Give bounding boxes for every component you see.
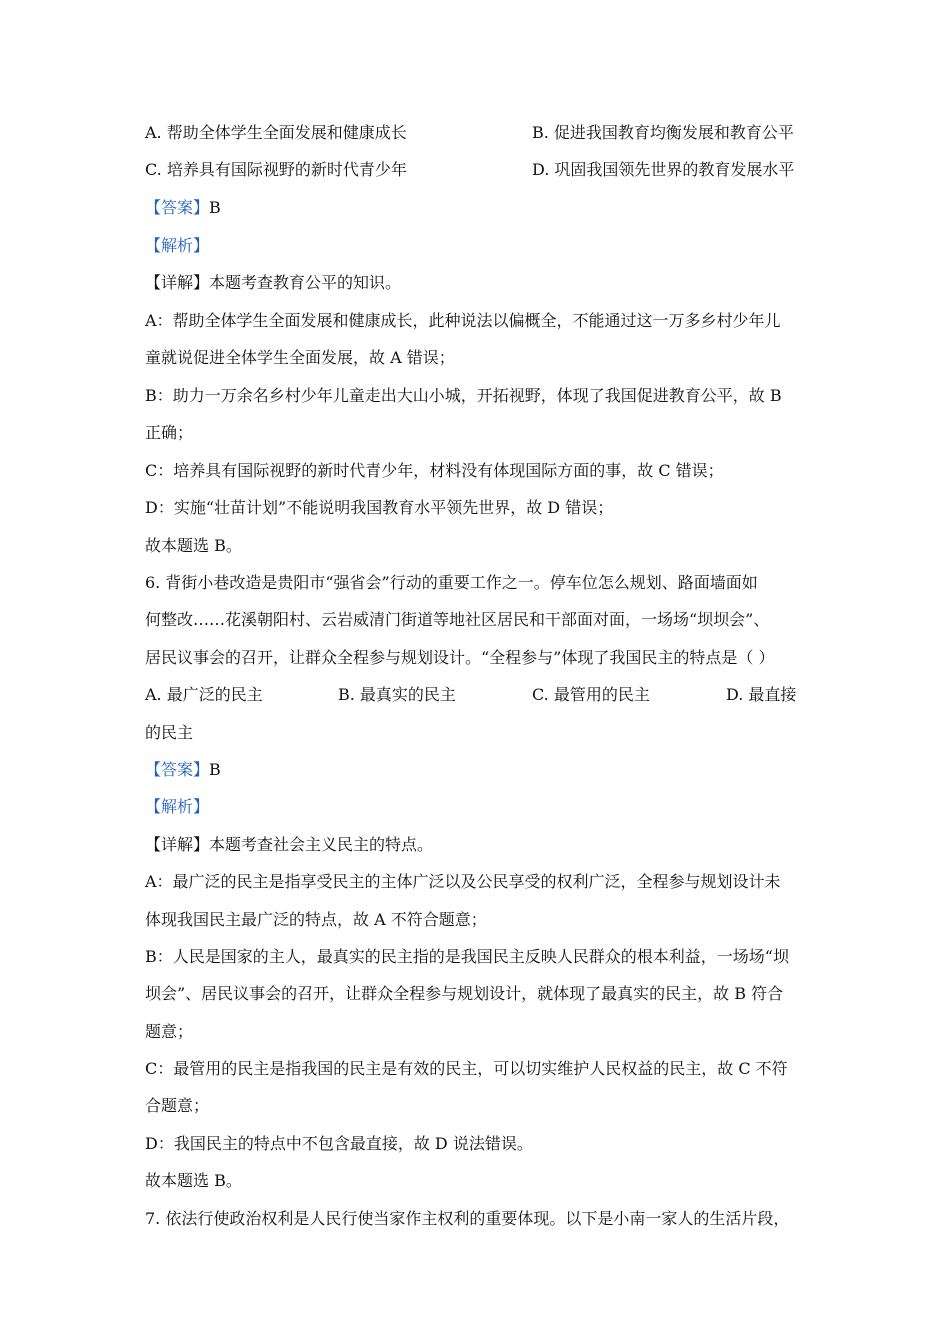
q5-line: 故本题选 B。: [145, 536, 242, 555]
q6-detail: [145, 834, 433, 856]
q5-line: B：助力一万余名乡村少年儿童走出大山小城，开拓视野，体现了我国促进教育公平，故 B: [145, 386, 782, 405]
answer-tag: 【答案】: [145, 760, 210, 779]
q6-option-d-cont: 的民主: [145, 723, 194, 742]
q6-analysis: [145, 796, 209, 818]
q6-line: C：最管用的民主是指我国的民主是有效的民主，可以切实维护人民权益的民主，故 C 不符: [145, 1059, 788, 1078]
q5-line: A：帮助全体学生全面发展和健康成长，此种说法以偏概全，不能通过这一万多乡村少年儿: [145, 311, 781, 330]
answer-value: B: [209, 760, 221, 779]
detail-tag: 【详解】: [145, 273, 210, 292]
q5-option-d: D. 巩固我国领先世界的教育发展水平: [532, 160, 795, 179]
q5-option-a: A. 帮助全体学生全面发展和健康成长: [145, 123, 407, 142]
q6-line: D：我国民主的特点中不包含最直接，故 D 说法错误。: [145, 1134, 533, 1153]
detail-text: 本题考查教育公平的知识。: [209, 273, 402, 292]
q6-line: 坝会”、居民议事会的召开，让群众全程参与规划设计，就体现了最真实的民主，故 B 符合: [145, 984, 784, 1003]
q5-option-b: B. 促进我国教育均衡发展和教育公平: [532, 123, 794, 142]
q6-option-a: A. 最广泛的民主: [145, 685, 263, 704]
q6-line: 故本题选 B。: [145, 1171, 242, 1190]
answer-tag: 【答案】: [145, 198, 210, 217]
q6-stem: 居民议事会的召开，让群众全程参与规划设计。“全程参与”体现了我国民主的特点是（ ）: [145, 648, 775, 667]
q5-option-c: C. 培养具有国际视野的新时代青少年: [145, 160, 407, 179]
q5-line: C：培养具有国际视野的新时代青少年，材料没有体现国际方面的事，故 C 错误；: [145, 461, 724, 480]
q5-analysis: [145, 235, 209, 257]
q6-line: A：最广泛的民主是指享受民主的主体广泛以及公民享受的权利广泛，全程参与规划设计未: [145, 872, 781, 891]
q6-line: 题意；: [145, 1022, 194, 1041]
analysis-tag: 【解析】: [145, 236, 210, 255]
q6-answer: [145, 759, 221, 781]
detail-text: 本题考查社会主义民主的特点。: [209, 835, 434, 854]
q6-option-d: D. 最直接: [726, 685, 797, 704]
q7-stem: 7. 依法行使政治权利是人民行使当家作主权利的重要体现。以下是小南一家人的生活片段，: [145, 1209, 790, 1228]
answer-value: B: [209, 198, 221, 217]
q6-line: B：人民是国家的主人，最真实的民主指的是我国民主反映人民群众的根本利益，一场场“坝: [145, 947, 789, 966]
q5-line: D：实施“壮苗计划”不能说明我国教育水平领先世界，故 D 错误；: [145, 498, 614, 517]
q5-line: 正确；: [145, 423, 194, 442]
q5-answer: [145, 197, 221, 219]
q6-option-c: C. 最管用的民主: [532, 685, 650, 704]
q6-stem: 6. 背街小巷改造是贵阳市“强省会”行动的重要工作之一。停车位怎么规划、路面墙面如: [145, 573, 758, 592]
analysis-tag: 【解析】: [145, 797, 210, 816]
q6-line: 合题意；: [145, 1096, 210, 1115]
detail-tag: 【详解】: [145, 835, 210, 854]
q6-stem: 何整改……花溪朝阳村、云岩威清门街道等地社区居民和干部面对面，一场场“坝坝会”、: [145, 610, 770, 629]
q5-detail: [145, 272, 401, 294]
q6-option-b: B. 最真实的民主: [338, 685, 456, 704]
q5-line: 童就说促进全体学生全面发展，故 A 错误；: [145, 348, 455, 367]
q6-line: 体现我国民主最广泛的特点，故 A 不符合题意；: [145, 910, 487, 929]
